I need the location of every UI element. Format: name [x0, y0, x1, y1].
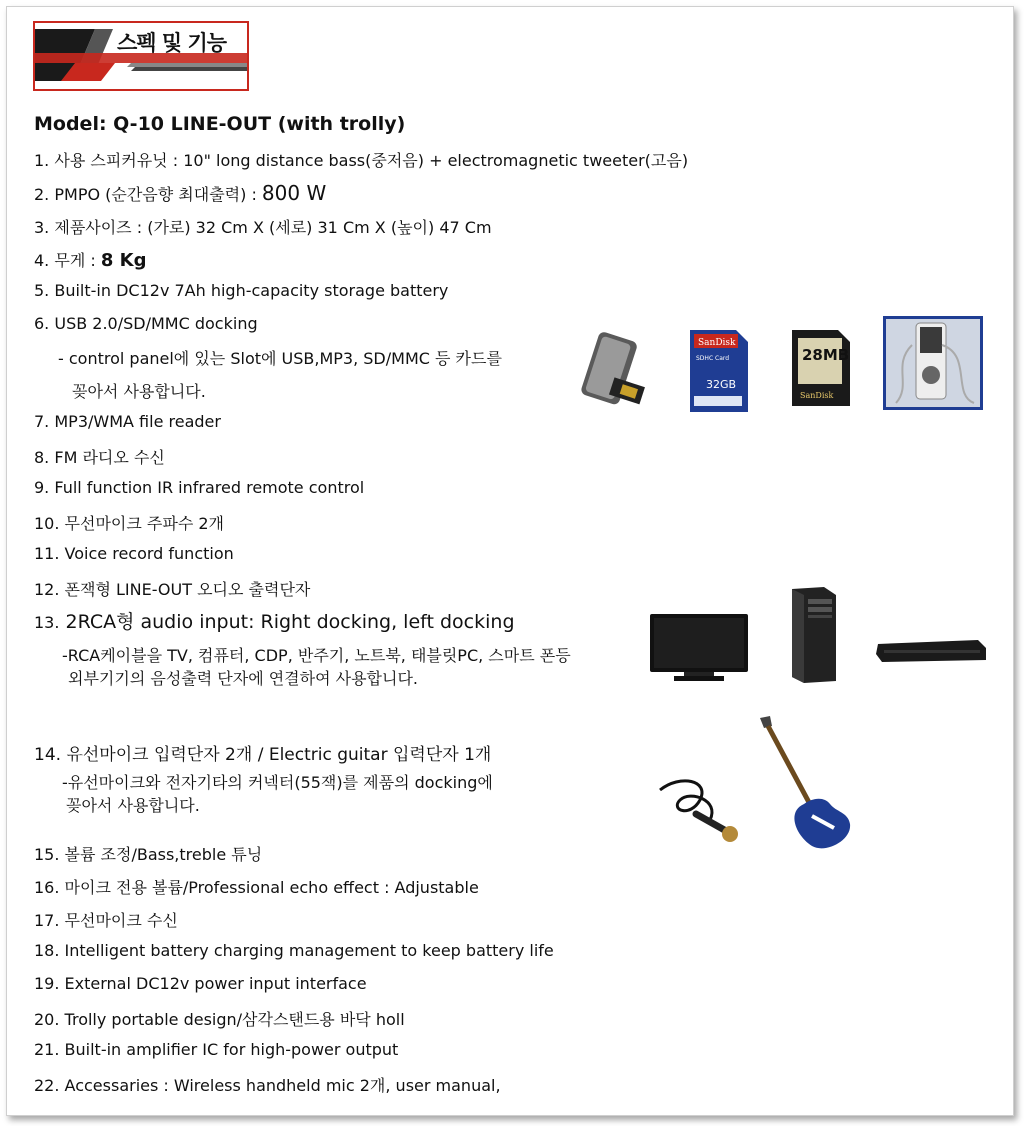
item-extra: 8 Kg [100, 250, 147, 271]
dvd-player-image [874, 636, 988, 666]
item-text: Full function IR infrared remote control [54, 478, 365, 497]
item-number: 13. [34, 613, 60, 632]
svg-text:SDHC Card: SDHC Card [696, 355, 730, 362]
item-number: 3. [34, 218, 50, 237]
tv-image [648, 612, 750, 684]
spec-item-5 [34, 281, 448, 300]
item-text: 유선마이크 입력단자 2개 / Electric guitar 입력단자 1개 [66, 745, 492, 765]
item-number: 18. [34, 941, 60, 960]
model-heading: Model: Q-10 LINE-OUT (with trolly) [34, 113, 406, 135]
item-text: 2RCA형 audio input: Right docking, left docking [65, 611, 515, 633]
item-text: Built-in DC12v 7Ah high-capacity storage battery [54, 281, 449, 300]
spec-item-4 [34, 248, 146, 271]
section-title: 스펙 및 기능 [117, 31, 227, 55]
usb-note-line1: - control panel에 있는 Slot에 USB,MP3, SD/MMC 등 카드를 [58, 349, 502, 368]
item-text: 무선마이크 주파수 2개 [64, 514, 225, 533]
item-number: 6. [34, 314, 50, 333]
item-number: 16. [34, 878, 60, 897]
item-number: 4. [34, 251, 50, 270]
item-text: 무게 : [54, 251, 101, 270]
mic-note-line1: -유선마이크와 전자기타의 커넥터(55잭)를 제품의 docking에 [62, 773, 493, 792]
svg-text:SanDisk: SanDisk [800, 391, 834, 400]
sd-card-image [686, 328, 752, 414]
item-text: Accessaries : Wireless handheld mic 2개, user manual, [64, 1076, 501, 1095]
item-number: 15. [34, 845, 60, 864]
spec-item-22 [34, 1073, 501, 1096]
item-number: 9. [34, 478, 50, 497]
item-number: 21. [34, 1040, 60, 1059]
item-number: 7. [34, 412, 50, 431]
item-extra: 10" long distance bass(중저음) + electromagnetic tweeter(고음) [183, 151, 689, 170]
item-number: 11. [34, 544, 60, 563]
spec-item-17 [34, 908, 178, 931]
spec-item-15 [34, 842, 262, 865]
item-text: Built-in amplifier IC for high-power output [64, 1040, 399, 1059]
spec-item-9 [34, 478, 364, 497]
item-text: USB 2.0/SD/MMC docking [54, 314, 258, 333]
spec-item-1 [34, 148, 688, 171]
item-number: 10. [34, 514, 60, 533]
spec-item-21 [34, 1040, 398, 1059]
item-number: 19. [34, 974, 60, 993]
item-number: 1. [34, 151, 50, 170]
item-text: FM 라디오 수신 [54, 448, 165, 467]
item-text: Voice record function [64, 544, 234, 563]
spec-item-7 [34, 412, 221, 431]
item-text: 볼륨 조정/Bass,treble 튜닝 [64, 845, 263, 864]
item-number: 22. [34, 1076, 60, 1095]
spec-item-2 [34, 181, 326, 205]
item-text: 무선마이크 수신 [64, 911, 178, 930]
item-number: 17. [34, 911, 60, 930]
item-text: 사용 스피커유닛 : [54, 151, 184, 170]
svg-text:SanDisk: SanDisk [698, 338, 736, 348]
item-text: 폰잭형 LINE-OUT 오디오 출력단자 [64, 580, 311, 599]
item-number: 14. [34, 745, 62, 765]
item-number: 8. [34, 448, 50, 467]
spec-item-3 [34, 215, 492, 238]
item-number: 5. [34, 281, 50, 300]
item-number: 12. [34, 580, 60, 599]
spec-item-8 [34, 445, 165, 468]
item-text: MP3/WMA file reader [54, 412, 221, 431]
spec-item-6 [34, 314, 258, 333]
svg-text:28MB: 28MB [802, 346, 850, 364]
item-number: 20. [34, 1010, 60, 1029]
spec-item-20 [34, 1007, 405, 1030]
section-header-badge [33, 21, 249, 91]
item-text: External DC12v power input interface [64, 974, 367, 993]
item-text: 마이크 전용 볼륨/Professional echo effect : Adjustable [64, 878, 479, 897]
mic-note-line2: 꽂아서 사용합니다. [66, 796, 200, 815]
item-text: 제품사이즈 : (가로) 32 Cm X (세로) 31 Cm X (높이) 47 Cm [54, 218, 492, 237]
rca-note-line2: 외부기기의 음성출력 단자에 연결하여 사용합니다. [68, 669, 419, 688]
spec-item-16 [34, 875, 479, 898]
electric-guitar-image [756, 716, 856, 852]
spec-item-11 [34, 544, 234, 563]
rca-note-line1: -RCA케이블을 TV, 컴퓨터, CDP, 반주기, 노트북, 태블릿PC, 스마트 폰등 [62, 646, 571, 665]
item-extra: 800 W [261, 181, 327, 205]
mmc-card-image [790, 328, 852, 408]
usb-drive-image [566, 328, 656, 416]
item-number: 2. [34, 185, 50, 204]
spec-item-19 [34, 974, 367, 993]
spec-item-10 [34, 511, 224, 534]
item-text: PMPO (순간음향 최대출력) : [54, 185, 262, 204]
spec-item-12 [34, 577, 310, 600]
usb-note-line2: 꽂아서 사용합니다. [72, 382, 206, 401]
svg-text:32GB: 32GB [706, 378, 737, 391]
wired-microphone-image [650, 770, 740, 844]
mp3-player-image [882, 315, 984, 411]
pc-tower-image [784, 585, 840, 685]
item-text: Trolly portable design/삼각스탠드용 바닥 holl [64, 1010, 405, 1029]
item-text: Intelligent battery charging management to keep battery life [64, 941, 554, 960]
spec-item-18 [34, 941, 554, 960]
spec-item-14 [34, 740, 491, 765]
spec-item-13 [34, 607, 515, 634]
